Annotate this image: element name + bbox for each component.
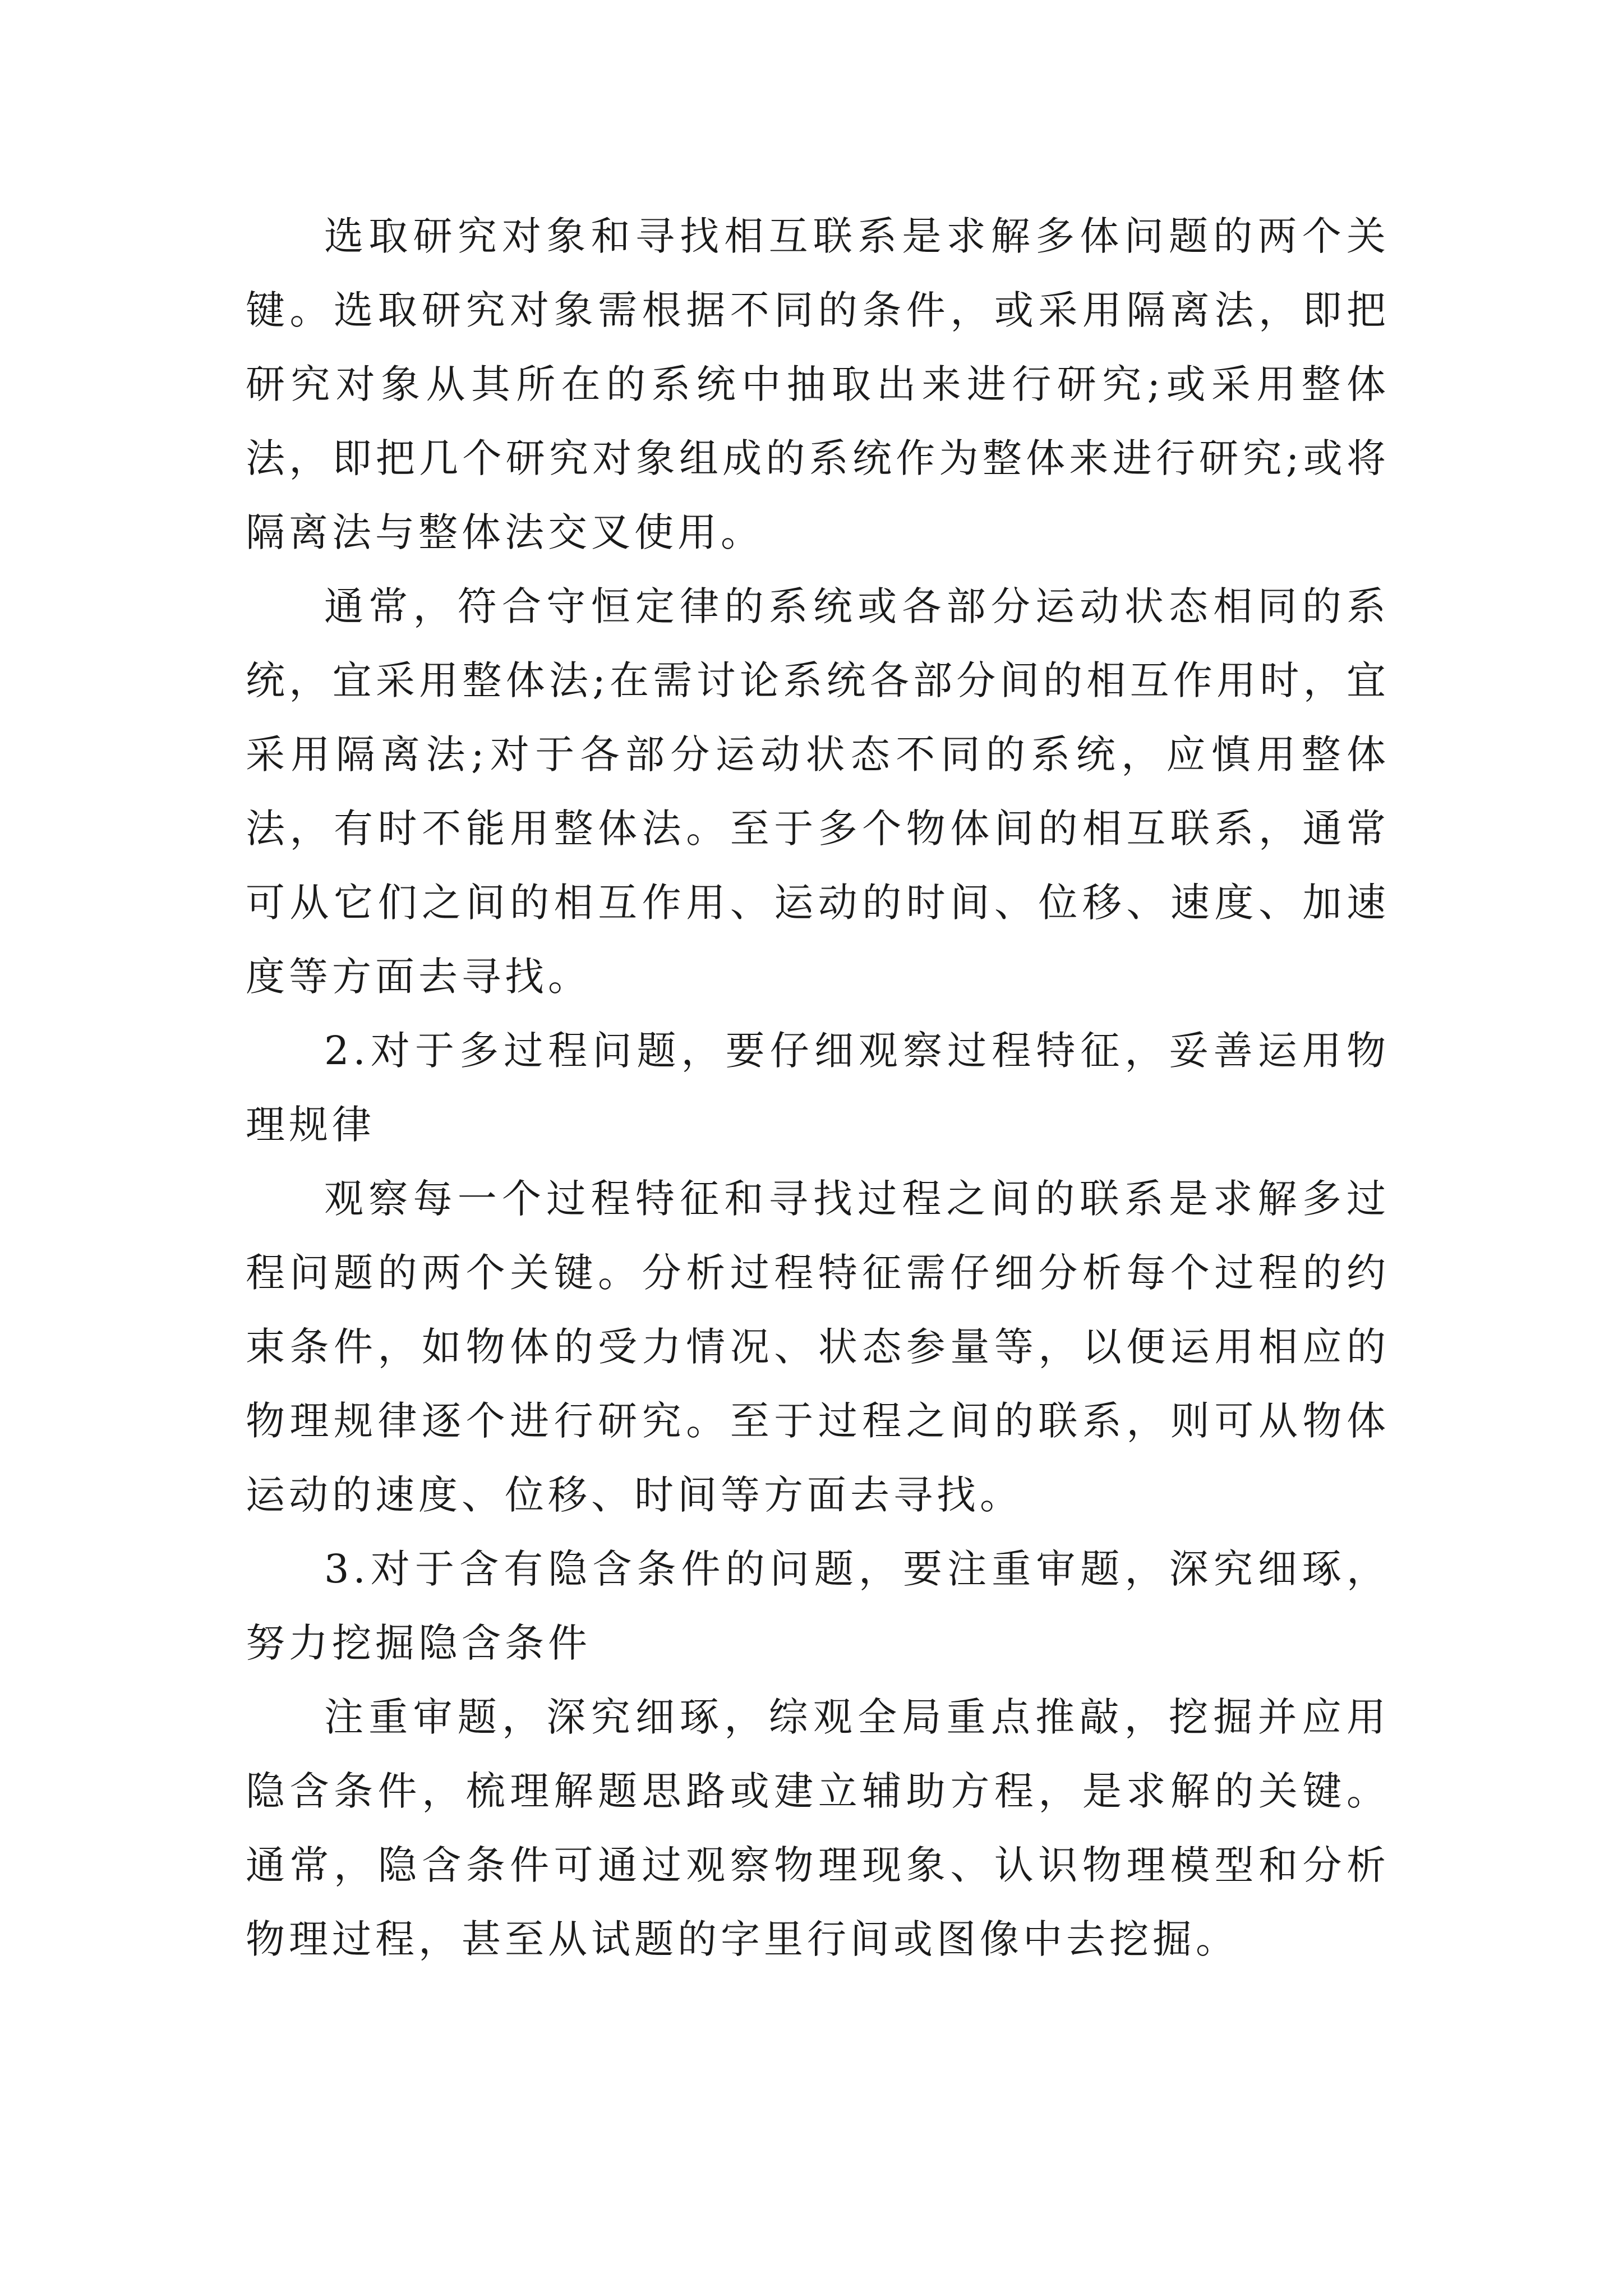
paragraph-multibody-intro: 选取研究对象和寻找相互联系是求解多体问题的两个关键。选取研究对象需根据不同的条件，或采用隔离法，即把研究对象从其所在的系统中抽取出来进行研究;或采用整体法，即把几个研究对象组成的系统作为整体来进行研究;或将隔离法与整体法交叉使用。	[246, 213, 1390, 555]
paragraph-multibody-methods: 通常，符合守恒定律的系统或各部分运动状态相同的系统，宜采用整体法;在需讨论系统各部分间的相互作用时，宜采用隔离法;对于各部分运动状态不同的系统，应慎用整体法，有时不能用整体法。至于多个物体间的相互联系，通常可从它们之间的相互作用、运动的时间、位移、速度、加速度等方面去寻找。	[246, 583, 1390, 1000]
paragraph-multiprocess: 观察每一个过程特征和寻找过程之间的联系是求解多过程问题的两个关键。分析过程特征需仔细分析每个过程的约束条件，如物体的受力情况、状态参量等，以便运用相应的物理规律逐个进行研究。至于过程之间的联系，则可从物体运动的速度、位移、时间等方面去寻找。	[246, 1176, 1390, 1518]
paragraph-hidden-conditions: 注重审题，深究细琢，综观全局重点推敲，挖掘并应用隐含条件，梳理解题思路或建立辅助方程，是求解的关键。通常，隐含条件可通过观察物理现象、认识物理模型和分析物理过程，甚至从试题的字里行间或图像中去挖掘。	[246, 1694, 1390, 1962]
document-body	[246, 199, 1390, 1976]
section-heading-hidden-conditions: 3.对于含有隐含条件的问题，要注重审题，深究细琢，努力挖掘隐含条件	[246, 1546, 1390, 1666]
section-heading-multiprocess: 2.对于多过程问题，要仔细观察过程特征，妥善运用物理规律	[246, 1028, 1390, 1148]
